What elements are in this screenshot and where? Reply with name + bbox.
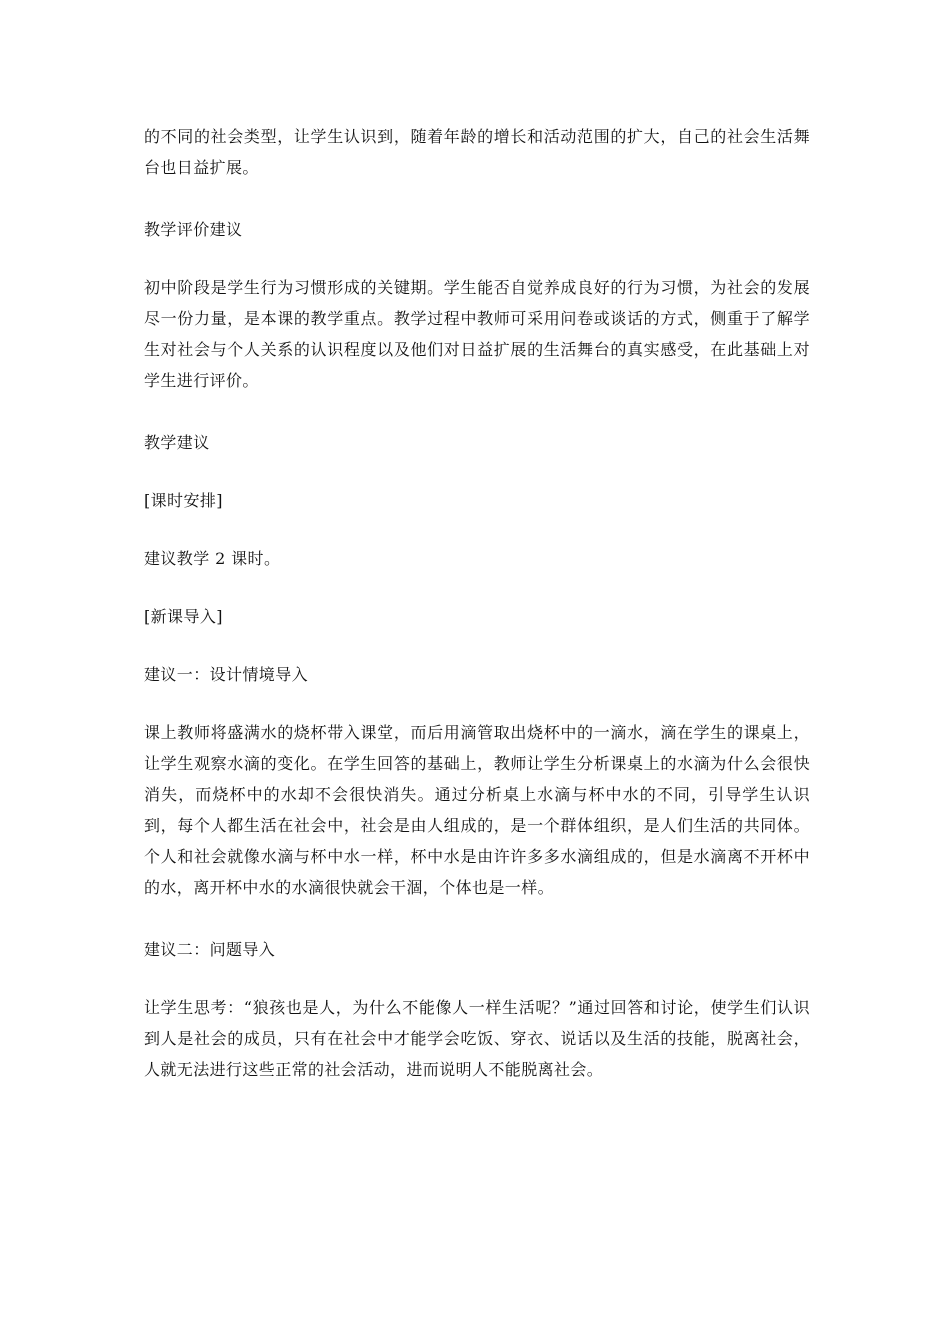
document-page [144,121,810,1116]
suggestion-two-paragraph: 让学生思考：“狼孩也是人，为什么不能像人一样生活呢？”通过回答和讨论，使学生们认识到人是社会的成员，只有在社会中才能学会吃饭、穿衣、说话以及生活的技能，脱离社会，人就无法进行这些正常的社会活动，进而说明人不能脱离社会。 [144,998,810,1079]
schedule-heading: [课时安排] [144,491,223,510]
intro-paragraph: 的不同的社会类型，让学生认识到，随着年龄的增长和活动范围的扩大，自己的社会生活舞台也日益扩展。 [144,127,810,177]
evaluation-paragraph: 初中阶段是学生行为习惯形成的关键期。学生能否自觉养成良好的行为习惯，为社会的发展尽一份力量，是本课的教学重点。教学过程中教师可采用问卷或谈话的方式，侧重于了解学生对社会与个人关系的认识程度以及他们对日益扩展的生活舞台的真实感受，在此基础上对学生进行评价。 [144,278,810,390]
teaching-heading: 教学建议 [144,433,210,452]
suggestion-two-heading: 建议二：问题导入 [144,940,276,959]
evaluation-heading: 教学评价建议 [144,220,243,239]
suggestion-one-heading: 建议一：设计情境导入 [144,665,309,684]
suggestion-one-paragraph: 课上教师将盛满水的烧杯带入课堂，而后用滴管取出烧杯中的一滴水，滴在学生的课桌上，让学生观察水滴的变化。在学生回答的基础上，教师让学生分析课桌上的水滴为什么会很快消失，而烧杯中的水却不会很快消失。通过分析桌上水滴与杯中水的不同，引导学生认识到，每个人都生活在社会中，社会是由人组成的，是一个群体组织，是人们生活的共同体。个人和社会就像水滴与杯中水一样，杯中水是由许许多多水滴组成的，但是水滴离不开杯中的水，离开杯中水的水滴很快就会干涸，个体也是一样。 [144,723,810,897]
schedule-paragraph: 建议教学 2 课时。 [144,549,281,568]
new-lesson-heading: [新课导入] [144,607,223,626]
